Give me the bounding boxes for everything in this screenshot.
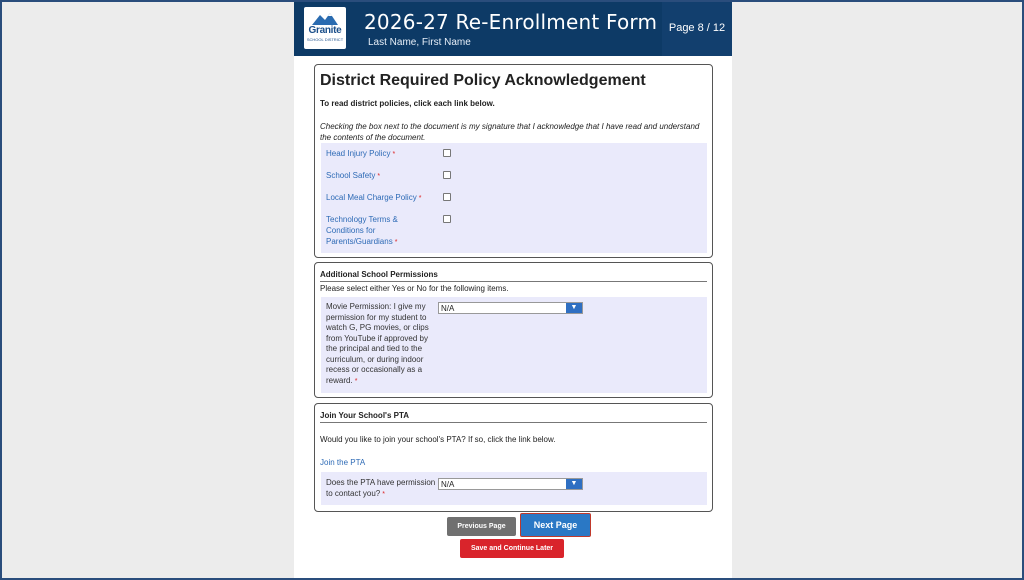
required-mark: * — [394, 239, 398, 246]
movie-permission-row — [321, 297, 707, 393]
form-title: 2026-27 Re-Enrollment Form — [364, 10, 658, 34]
required-mark: * — [377, 173, 381, 180]
school-safety-checkbox[interactable] — [443, 171, 451, 179]
chevron-down-icon[interactable]: ▼ — [566, 303, 582, 313]
meal-charge-policy-link[interactable]: Local Meal Charge Policy — [326, 193, 417, 202]
section-heading: Additional School Permissions — [320, 270, 707, 282]
student-name: Last Name, First Name — [368, 37, 471, 48]
required-mark: * — [354, 377, 358, 385]
pta-contact-select[interactable] — [438, 478, 583, 490]
section-intro: To read district policies, click each link below. — [320, 99, 495, 108]
chevron-down-icon[interactable]: ▼ — [566, 479, 582, 489]
form-page — [294, 0, 732, 580]
section-instruction: Please select either Yes or No for the following items. — [320, 284, 509, 293]
required-mark: * — [382, 490, 385, 498]
pta-section — [314, 403, 713, 512]
movie-permission-select[interactable] — [438, 302, 583, 314]
section-heading: Join Your School's PTA — [320, 411, 707, 423]
head-injury-checkbox[interactable] — [443, 149, 451, 157]
pta-contact-row — [321, 472, 707, 505]
school-permissions-section — [314, 262, 713, 398]
policy-row-head-injury — [321, 143, 707, 165]
movie-permission-value: N/A — [441, 304, 455, 313]
meal-charge-checkbox[interactable] — [443, 193, 451, 201]
previous-page-button[interactable]: Previous Page — [447, 517, 516, 536]
head-injury-policy-link[interactable]: Head Injury Policy — [326, 149, 391, 158]
form-header — [294, 0, 732, 56]
pta-question: Would you like to join your school's PTA? If so, click the link below. — [320, 435, 556, 444]
pta-contact-value: N/A — [441, 480, 455, 489]
next-page-button[interactable]: Next Page — [520, 513, 591, 537]
save-continue-later-button[interactable]: Save and Continue Later — [460, 539, 564, 558]
technology-terms-link[interactable]: Technology Terms & Conditions for Parents/Guardians — [326, 215, 398, 246]
join-pta-link[interactable]: Join the PTA — [320, 458, 366, 467]
logo-subtext: SCHOOL DISTRICT — [306, 37, 344, 42]
school-safety-link[interactable]: School Safety — [326, 171, 376, 180]
movie-permission-label: Movie Permission: I give my permission for my student to watch G, PG movies, or clips from YouTube if approved by the principal and tied to the curriculum, or during indoor recess or occasionally as a reward. — [326, 302, 429, 385]
policy-acknowledgement-section — [314, 64, 713, 258]
section-note: Checking the box next to the document is my signature that I acknowledge that I have read and understand the contents of the document. — [320, 122, 700, 142]
page-indicator: Page 8 / 12 — [662, 0, 732, 56]
required-mark: * — [392, 151, 396, 158]
policy-row-meal-charge — [321, 187, 707, 209]
policy-row-technology-terms — [321, 209, 707, 253]
district-logo — [304, 7, 346, 49]
required-mark: * — [418, 195, 422, 202]
section-title: District Required Policy Acknowledgement — [320, 72, 646, 89]
logo-text: Granite — [308, 25, 342, 36]
policy-row-school-safety — [321, 165, 707, 187]
technology-terms-checkbox[interactable] — [443, 215, 451, 223]
pta-contact-label: Does the PTA have permission to contact you? — [326, 478, 436, 498]
